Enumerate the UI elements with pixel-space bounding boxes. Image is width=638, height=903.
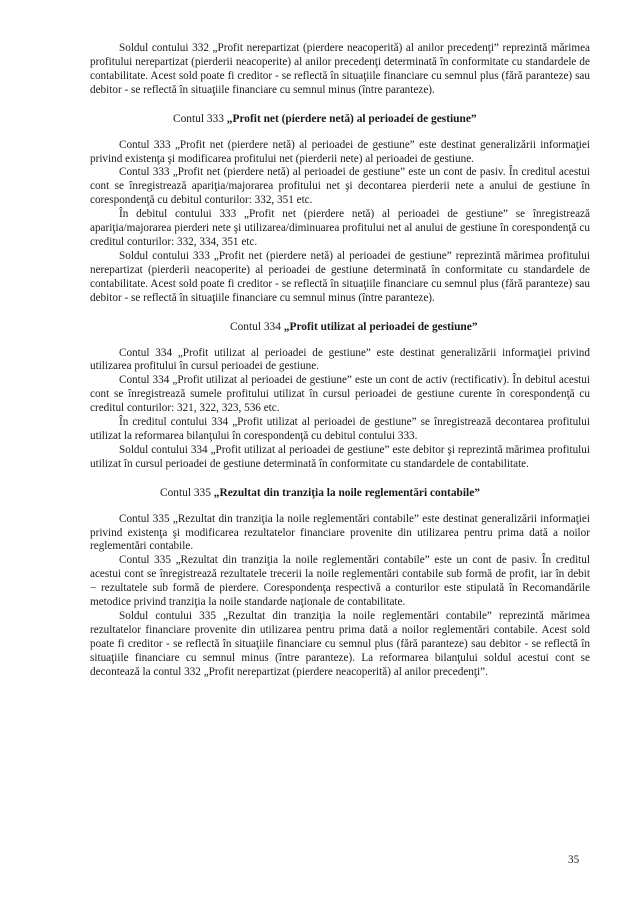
heading-title: „Profit net (pierdere netă) al perioadei de gestiune”	[226, 112, 477, 125]
paragraph-334-1: Contul 334 „Profit utilizat al perioadei de gestiune” este destinat generalizării informaţiei privind utilizarea profitului în cursul perioadei de gestiune.	[90, 346, 590, 373]
paragraph-334-2: Contul 334 „Profit utilizat al perioadei de gestiune” este un cont de activ (rectificativ). În debitul acestui cont se înregistrează sumele profitului utilizat în cursul perioadei de gestiune curente în corespondenţă cu creditul conturilor: 321, 322, 323, 536 etc.	[90, 374, 590, 415]
spacer	[90, 334, 590, 347]
paragraph-334-4: Soldul contului 334 „Profit utilizat al perioadei de gestiune” este debitor şi reprezintă mărimea profitului utilizat în cursul perioadei de gestiune determinată în conformitate cu standardele de contabilitate.	[90, 443, 590, 470]
paragraph-333-1: Contul 333 „Profit net (pierdere netă) al perioadei de gestiune” este destinat generalizării informaţiei privind existenţa şi modificarea profitului net (pierderii nete) al perioadei de gestiune.	[90, 138, 590, 165]
spacer	[90, 126, 590, 139]
spacer	[90, 472, 590, 486]
paragraph-333-3: În debitul contului 333 „Profit net (pierdere netă) al perioadei de gestiune” se înregistrează apariţia/majorarea pierderi nete şi utilizarea/diminuarea profitului net al anului de gestiune în corespondenţă cu creditul conturilor: 332, 334, 351 etc.	[90, 208, 590, 248]
page-number: 35	[568, 854, 580, 866]
paragraph-334-3: În creditul contului 334 „Profit utilizat al perioadei de gestiune” se înregistrează decontarea profitului utilizat la reformarea bilanţului în corespondenţă cu debitul contului 333.	[90, 416, 590, 442]
paragraph-333-4: Soldul contului 333 „Profit net (pierdere netă) al perioadei de gestiune” reprezintă mărimea profitului nerepartizat (pierderii neacoperite) al perioadei de gestiune determinată în conformitate cu standardele de contabilitate. Acest sold poate fi creditor - se reflectă în situaţiile financiare cu semnul plus (fără paranteze) sau debitor - se reflectă în situaţiile financiare cu semnul minus (între paranteze).	[90, 249, 590, 304]
heading-prefix: Contul 333	[173, 112, 227, 125]
heading-prefix: Contul 335	[160, 486, 214, 499]
spacer	[90, 500, 590, 513]
spacer	[90, 98, 590, 112]
paragraph-335-1: Contul 335 „Rezultat din tranziţia la noile reglementări contabile” este destinat generalizării informaţiei privind existenţa şi modificarea rezultatelor financiare provenite din utilizarea pentru prima dată a noilor reglementări contabile.	[90, 512, 590, 553]
heading-prefix: Contul 334	[230, 320, 284, 333]
paragraph-335-3: Soldul contului 335 „Rezultat din tranziţia la noile reglementări contabile” reprezintă mărimea rezultatelor financiare provenite din utilizarea pentru prima dată a noilor reglementări contabile. Acest sold poate fi creditor - se reflectă în situaţiile financiare cu semnul plus (fără paranteze) sau debitor - se reflectă în situaţiile financiare cu semnul minus (între paranteze). La reformarea bilanţului soldul acestui cont se decontează la contul 332 „Profit nerepartizat (pierdere neacoperită) al anilor precedenţi”.	[90, 610, 590, 678]
section-heading-334	[90, 320, 590, 334]
paragraph-333-2: Contul 333 „Profit net (pierdere netă) al perioadei de gestiune” este un cont de pasiv. În creditul acestui cont se înregistrează apariţia/majorarea profitului net şi decontarea pierderii nete a anului de gestiune în corespondenţă cu debitul conturilor: 332, 351 etc.	[90, 166, 590, 207]
heading-title: „Profit utilizat al perioadei de gestiune”	[283, 320, 478, 333]
heading-title: „Rezultat din tranziţia la noile reglementări contabile”	[213, 486, 480, 499]
section-heading-335	[90, 486, 590, 500]
spacer	[90, 306, 590, 320]
intro-paragraph: Soldul contului 332 „Profit nerepartizat (pierdere neacoperită) al anilor precedenţi” reprezintă mărimea profitului nerepartizat (pierderii neacoperite) al anilor precedenţi determinată în conformitate cu standardele de contabilitate. Acest sold poate fi creditor - se reflectă în situaţiile financiare cu semnul plus (fără paranteze) sau debitor - se reflectă în situaţiile financiare cu semnul minus (între paranteze).	[90, 42, 590, 96]
document-page	[90, 42, 590, 680]
paragraph-335-2: Contul 335 „Rezultat din tranziţia la noile reglementări contabile” este un cont de pasiv. În creditul acestui cont se înregistrează rezultatele trecerii la noile reglementări contabile sub formă de profit, iar în debit − rezultatele sub formă de pierdere. Corespondenţa respectivă a conturilor este stipulată în Recomandările metodice privind tranziţia la noile standarde naţionale de contabilitate.	[90, 554, 590, 609]
section-heading-333	[90, 112, 590, 126]
